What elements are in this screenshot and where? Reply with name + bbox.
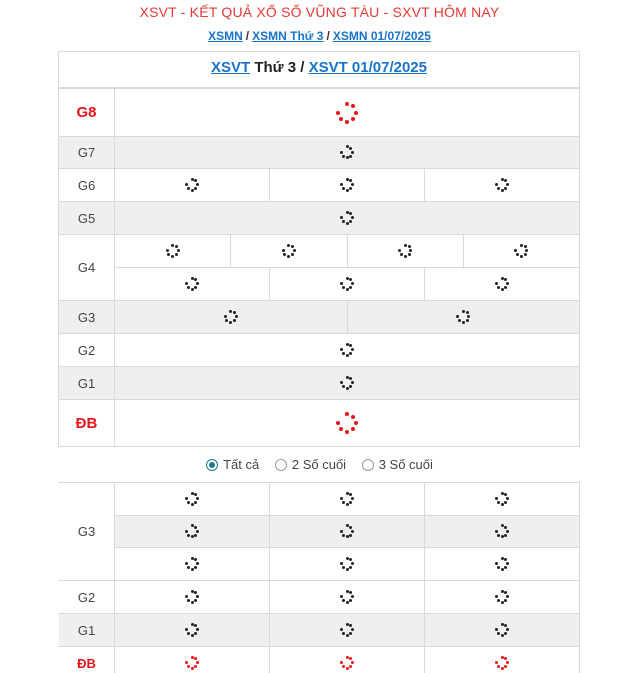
result-card-header bbox=[58, 51, 580, 88]
tail-cell bbox=[115, 483, 270, 516]
prize-cell bbox=[115, 202, 580, 235]
prize-cell bbox=[115, 89, 580, 137]
loading-spinner-icon bbox=[340, 524, 354, 538]
loading-spinner-icon bbox=[340, 277, 354, 291]
filter-option-all[interactable] bbox=[206, 457, 259, 472]
loading-spinner-icon bbox=[282, 244, 296, 258]
loading-spinner-icon bbox=[185, 656, 199, 670]
tail-row-g2 bbox=[59, 581, 580, 614]
breadcrumb-separator: / bbox=[326, 29, 330, 43]
tail-digits-table bbox=[58, 482, 580, 673]
row-g2 bbox=[59, 334, 580, 367]
prize-cell bbox=[115, 334, 580, 367]
prize-cell bbox=[115, 235, 231, 268]
loading-spinner-icon bbox=[340, 376, 354, 390]
tail-cell bbox=[115, 647, 270, 673]
row-g8 bbox=[59, 89, 580, 137]
loading-spinner-icon bbox=[340, 590, 354, 604]
loading-spinner-icon bbox=[398, 244, 412, 258]
filter-option-2digits[interactable] bbox=[275, 457, 346, 472]
filter-option-label: 3 Số cuối bbox=[378, 457, 433, 472]
prize-label-g7: G7 bbox=[59, 137, 115, 169]
tail-label-g1: G1 bbox=[59, 614, 115, 647]
prize-cell bbox=[425, 268, 580, 301]
loading-spinner-icon bbox=[336, 102, 358, 124]
tail-label-db: ĐB bbox=[59, 647, 115, 673]
tail-cell bbox=[115, 548, 270, 581]
tail-cell bbox=[425, 483, 580, 516]
prize-cell bbox=[115, 301, 348, 334]
tail-cell bbox=[270, 647, 425, 673]
row-g1 bbox=[59, 367, 580, 400]
tail-row-g1 bbox=[59, 614, 580, 647]
xsvt-link[interactable]: XSVT bbox=[211, 59, 251, 76]
row-g4 bbox=[59, 235, 580, 268]
tail-cell bbox=[115, 516, 270, 548]
prize-label-g2: G2 bbox=[59, 334, 115, 367]
radio-checked-icon[interactable] bbox=[206, 459, 218, 471]
tail-label-g3: G3 bbox=[59, 483, 115, 581]
row-db bbox=[59, 400, 580, 447]
loading-spinner-icon bbox=[336, 412, 358, 434]
filter-option-3digits[interactable] bbox=[362, 457, 433, 472]
row-g3 bbox=[59, 301, 580, 334]
tail-cell bbox=[425, 516, 580, 548]
loading-spinner-icon bbox=[340, 623, 354, 637]
filter-option-label: Tất cả bbox=[223, 457, 260, 472]
loading-spinner-icon bbox=[495, 656, 509, 670]
prize-cell bbox=[425, 169, 580, 202]
prize-label-g5: G5 bbox=[59, 202, 115, 235]
tail-cell bbox=[115, 581, 270, 614]
prize-cell bbox=[270, 268, 425, 301]
prize-cell bbox=[115, 367, 580, 400]
loading-spinner-icon bbox=[340, 557, 354, 571]
tail-cell bbox=[270, 483, 425, 516]
filter-option-label: 2 Số cuối bbox=[291, 457, 347, 472]
loading-spinner-icon bbox=[340, 656, 354, 670]
loading-spinner-icon bbox=[166, 244, 180, 258]
loading-spinner-icon bbox=[495, 178, 509, 192]
tail-cell bbox=[425, 614, 580, 647]
loading-spinner-icon bbox=[224, 310, 238, 324]
loading-spinner-icon bbox=[495, 524, 509, 538]
breadcrumb-xsmn[interactable]: XSMN bbox=[208, 29, 243, 43]
prize-cell bbox=[115, 268, 270, 301]
prize-label-g8: G8 bbox=[59, 89, 115, 137]
prize-label-db: ĐB bbox=[59, 400, 115, 447]
loading-spinner-icon bbox=[456, 310, 470, 324]
loading-spinner-icon bbox=[185, 623, 199, 637]
loading-spinner-icon bbox=[495, 557, 509, 571]
tail-row bbox=[59, 548, 580, 581]
loading-spinner-icon bbox=[185, 492, 199, 506]
prize-cell bbox=[347, 301, 580, 334]
prize-cell bbox=[270, 169, 425, 202]
loading-spinner-icon bbox=[185, 557, 199, 571]
breadcrumb-xsmn-date[interactable]: XSMN 01/07/2025 bbox=[332, 29, 431, 43]
prize-label-g6: G6 bbox=[59, 169, 115, 202]
digit-filter bbox=[0, 457, 639, 474]
prize-label-g1: G1 bbox=[59, 367, 115, 400]
prize-cell bbox=[115, 400, 580, 447]
tail-row bbox=[59, 516, 580, 548]
loading-spinner-icon bbox=[495, 590, 509, 604]
radio-unchecked-icon[interactable] bbox=[275, 459, 287, 471]
prize-label-g3: G3 bbox=[59, 301, 115, 334]
tail-cell bbox=[270, 548, 425, 581]
tail-cell bbox=[270, 581, 425, 614]
row-g7 bbox=[59, 137, 580, 169]
tail-cell bbox=[115, 614, 270, 647]
prize-cell bbox=[463, 235, 579, 268]
header-separator: / bbox=[300, 59, 305, 76]
loading-spinner-icon bbox=[340, 178, 354, 192]
row-g6 bbox=[59, 169, 580, 202]
loading-spinner-icon bbox=[185, 590, 199, 604]
loading-spinner-icon bbox=[185, 524, 199, 538]
breadcrumb bbox=[0, 29, 639, 43]
tail-cell bbox=[270, 516, 425, 548]
row-g5 bbox=[59, 202, 580, 235]
loading-spinner-icon bbox=[495, 492, 509, 506]
tail-row-db bbox=[59, 647, 580, 673]
xsvt-date-link[interactable]: XSVT 01/07/2025 bbox=[308, 59, 427, 76]
page-title: XSVT - KẾT QUẢ XỔ SỐ VŨNG TÀU - SXVT HÔM NAY bbox=[139, 4, 500, 20]
tail-cell bbox=[425, 548, 580, 581]
tail-cell bbox=[270, 614, 425, 647]
results-table bbox=[58, 88, 580, 447]
breadcrumb-separator: / bbox=[245, 29, 250, 43]
loading-spinner-icon bbox=[185, 277, 199, 291]
loading-spinner-icon bbox=[340, 211, 354, 225]
breadcrumb-xsmn-thu3[interactable]: XSMN Thứ 3 bbox=[252, 29, 324, 43]
tail-row bbox=[59, 483, 580, 516]
loading-spinner-icon bbox=[495, 623, 509, 637]
loading-spinner-icon bbox=[514, 244, 528, 258]
loading-spinner-icon bbox=[340, 492, 354, 506]
tail-cell bbox=[425, 647, 580, 673]
prize-cell bbox=[115, 137, 580, 169]
prize-cell bbox=[115, 169, 270, 202]
row-g4-b bbox=[59, 268, 580, 301]
tail-cell bbox=[425, 581, 580, 614]
loading-spinner-icon bbox=[340, 145, 354, 159]
prize-cell bbox=[347, 235, 463, 268]
tail-label-g2: G2 bbox=[59, 581, 115, 614]
loading-spinner-icon bbox=[185, 178, 199, 192]
loading-spinner-icon bbox=[340, 343, 354, 357]
radio-unchecked-icon[interactable] bbox=[362, 459, 374, 471]
prize-cell bbox=[231, 235, 347, 268]
prize-label-g4: G4 bbox=[59, 235, 115, 301]
weekday-label: Thứ 3 bbox=[254, 59, 297, 76]
loading-spinner-icon bbox=[495, 277, 509, 291]
